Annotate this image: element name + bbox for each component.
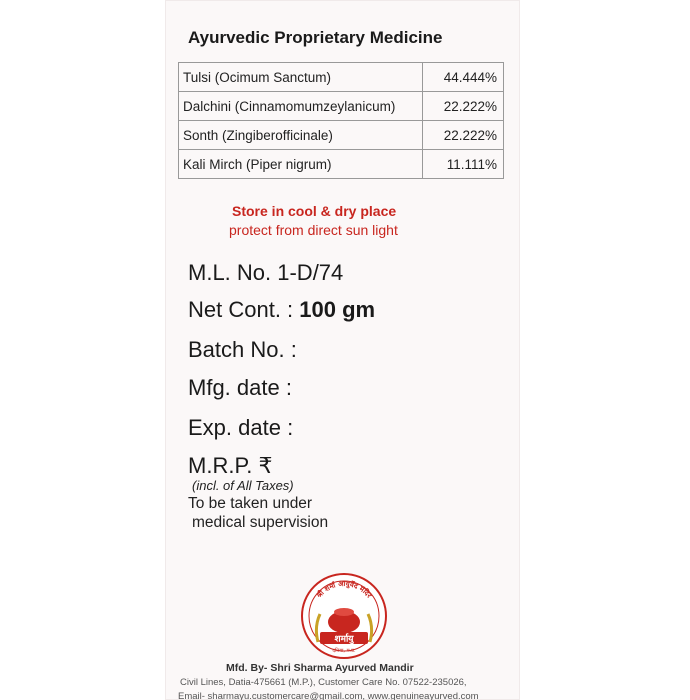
manufacturer-address: Civil Lines, Datia-475661 (M.P.), Customer Care No. 07522-235026, — [180, 677, 467, 688]
manufacturer-contact: Email- sharmayu.customercare@gmail.com, www.genuineayurved.com — [178, 691, 479, 700]
sunlight-instruction: protect from direct sun light — [229, 222, 398, 238]
exp-date: Exp. date : — [188, 415, 294, 440]
ingredient-percent: 44.444% — [423, 63, 504, 92]
net-content-value: 100 gm — [299, 297, 376, 322]
ingredient-percent: 11.111% — [423, 150, 504, 179]
storage-instruction: Store in cool & dry place — [232, 203, 397, 219]
table-row — [179, 150, 504, 179]
net-content — [188, 297, 375, 323]
logo-banner-text: शर्मायु — [334, 634, 354, 645]
net-content-label: Net Cont. : — [188, 297, 294, 322]
table-row — [179, 121, 504, 150]
logo-arc-text: श्री शर्मा आयुर्वेद मंदिर — [315, 579, 373, 600]
supervision-note-line2: medical supervision — [192, 514, 329, 531]
ingredients-table — [178, 62, 504, 179]
ingredient-name: Kali Mirch (Piper nigrum) — [179, 150, 423, 179]
ingredient-name: Tulsi (Ocimum Sanctum) — [179, 63, 423, 92]
ingredient-percent: 22.222% — [423, 121, 504, 150]
batch-number: Batch No. : — [188, 337, 297, 362]
manufacturer-name: Mfd. By- Shri Sharma Ayurved Mandir — [226, 662, 414, 674]
brand-logo — [300, 572, 388, 660]
logo-sub-text: दतिया, म.प्र. — [332, 648, 356, 654]
ingredient-name: Dalchini (Cinnamomumzeylanicum) — [179, 92, 423, 121]
ingredient-percent: 22.222% — [423, 92, 504, 121]
license-number: M.L. No. 1-D/74 — [188, 260, 344, 285]
ingredient-name: Sonth (Zingiberofficinale) — [179, 121, 423, 150]
mrp: M.R.P. ₹ — [188, 453, 273, 478]
product-category-title: Ayurvedic Proprietary Medicine — [188, 28, 443, 47]
tax-note: (incl. of All Taxes) — [192, 478, 294, 493]
table-row — [179, 92, 504, 121]
supervision-note-line1: To be taken under — [188, 495, 313, 512]
table-row — [179, 63, 504, 92]
mfg-date: Mfg. date : — [188, 375, 292, 400]
